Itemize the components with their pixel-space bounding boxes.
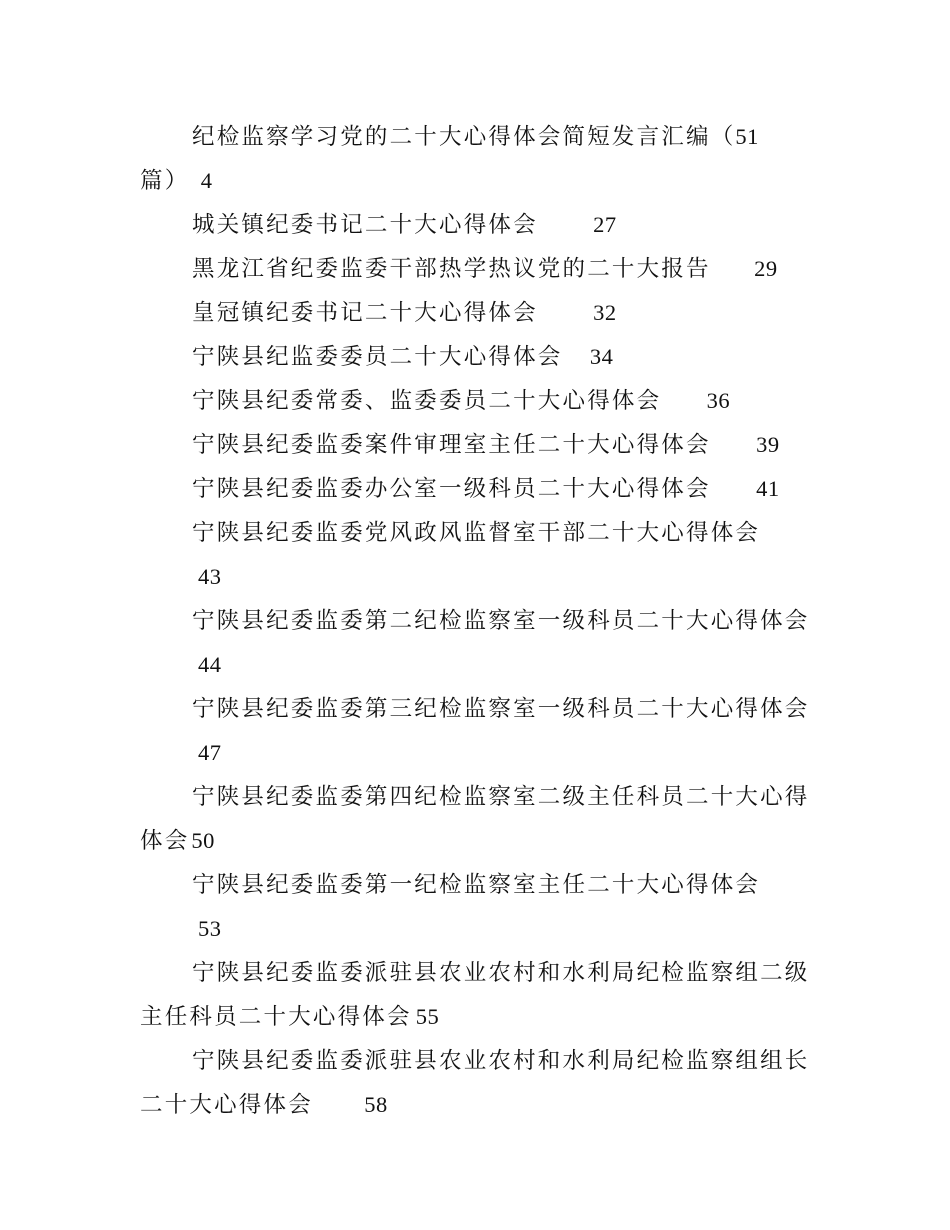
toc-page-number: 47: [198, 740, 222, 765]
toc-title-count: 51: [735, 124, 759, 149]
toc-page-number: 53: [198, 916, 222, 941]
toc-entry-text: 宁陕县纪委监委派驻县农业农村和水利局纪检监察组二级: [192, 960, 810, 986]
toc-entry[interactable]: [192, 210, 617, 240]
toc-page-number: 29: [754, 256, 778, 281]
toc-entry-text: 宁陕县纪委监委第三纪检监察室一级科员二十大心得体会: [192, 696, 810, 722]
toc-page-number: 55: [415, 1004, 440, 1029]
toc-entry-text: 主任科员二十大心得体会: [140, 1004, 412, 1030]
toc-page-number: 32: [593, 300, 617, 325]
toc-page-number: 36: [706, 388, 731, 413]
toc-entry-text: 宁陕县纪委监委第四纪检监察室二级主任科员二十大心得: [192, 784, 810, 810]
toc-entry[interactable]: [192, 474, 780, 504]
toc-entry[interactable]: [192, 870, 760, 900]
toc-page-number: 4: [200, 168, 213, 193]
toc-entry-text: 宁陕县纪委监委办公室一级科员二十大心得体会: [192, 476, 711, 502]
toc-title-text: 纪检监察学习党的二十大心得体会简短发言汇编（: [192, 124, 736, 150]
toc-entry-text: 二十大心得体会: [140, 1092, 313, 1118]
toc-title-text-cont: 篇）: [140, 168, 190, 194]
toc-entry-continued[interactable]: [140, 1002, 439, 1032]
toc-page-number: 34: [589, 344, 614, 369]
toc-page-number: 44: [198, 652, 222, 677]
toc-entry-text: 宁陕县纪委常委、监委委员二十大心得体会: [192, 388, 662, 414]
toc-title-line1[interactable]: [192, 122, 759, 152]
toc-entry-text: 宁陕县纪委监委派驻县农业农村和水利局纪检监察组组长: [192, 1048, 810, 1074]
toc-page-number: 39: [756, 432, 780, 457]
toc-entry-text: 城关镇纪委书记二十大心得体会: [192, 212, 538, 238]
toc-page-number: 50: [191, 828, 215, 853]
toc-entry-continued[interactable]: [140, 826, 215, 856]
toc-page-number: 58: [364, 1092, 388, 1117]
toc-entry[interactable]: [192, 386, 730, 416]
toc-entry-text: 宁陕县纪委监委第二纪检监察室一级科员二十大心得体会: [192, 608, 810, 634]
toc-entry[interactable]: [192, 254, 778, 284]
toc-entry-text: 宁陕县纪委监委案件审理室主任二十大心得体会: [192, 432, 711, 458]
toc-entry[interactable]: [192, 342, 613, 372]
toc-entry[interactable]: [192, 606, 810, 636]
toc-entry[interactable]: [192, 298, 617, 328]
toc-title-line2[interactable]: [140, 166, 213, 196]
toc-page-number: 43: [198, 564, 222, 589]
toc-page-number: 41: [756, 476, 780, 501]
toc-entry[interactable]: [192, 1046, 810, 1076]
toc-page-number: 27: [593, 212, 617, 237]
toc-entry[interactable]: [192, 694, 810, 724]
toc-entry-text: 宁陕县纪委监委党风政风监督室干部二十大心得体会: [192, 520, 761, 546]
toc-entry-text: 体会: [140, 828, 190, 854]
toc-entry-text: 宁陕县纪监委委员二十大心得体会: [192, 344, 563, 370]
toc-entry[interactable]: [192, 518, 760, 548]
toc-entry-text: 黑龙江省纪委监委干部热学热议党的二十大报告: [192, 256, 711, 282]
toc-entry-continued[interactable]: [140, 1090, 388, 1120]
toc-entry[interactable]: [192, 958, 810, 988]
toc-entry[interactable]: [192, 430, 780, 460]
toc-entry-text: 宁陕县纪委监委第一纪检监察室主任二十大心得体会: [192, 872, 761, 898]
toc-entry-text: 皇冠镇纪委书记二十大心得体会: [192, 300, 538, 326]
toc-entry[interactable]: [192, 782, 810, 812]
